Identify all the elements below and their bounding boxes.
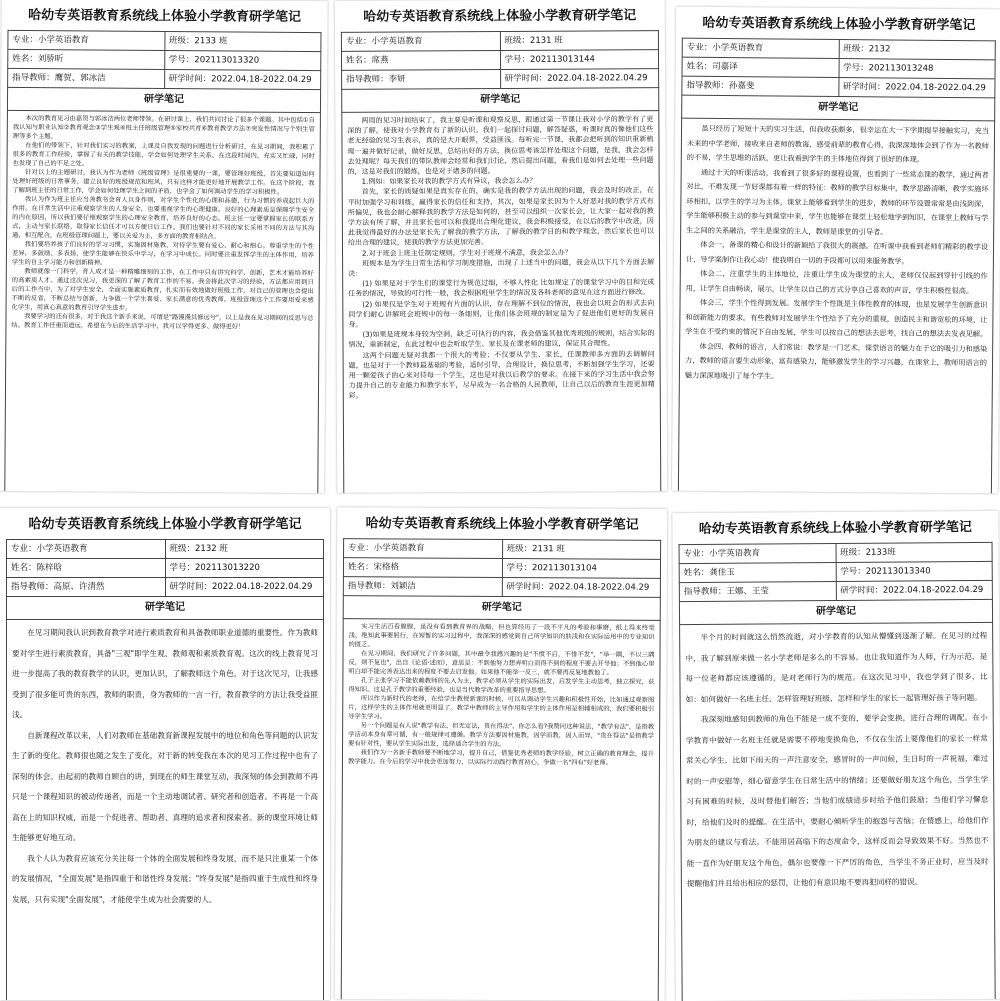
name-cell: 姓名：龚佳玉 (679, 563, 836, 583)
sheet-title: 哈幼专英语教育系统线上体验小学教育研学笔记 (698, 520, 972, 537)
class-cell: 班级：2133班 (836, 542, 993, 562)
note-sheet (672, 7, 1000, 494)
teacher-cell: 指导教师：王娜、王莹 (679, 582, 836, 602)
info-table (679, 542, 993, 602)
note-sheet (672, 511, 1000, 1001)
sheet-title: 哈幼专英语教育系统线上体验小学教育研学笔记 (702, 15, 976, 34)
note-paragraph: 针对以上的主题研讨，我认为作为老师《班级管理》是很重要的一课，要管理好班级，首先要知道如何处理好班级的日常事务，建立良好的班级规范和班风，只有这样才能更好地开展教学工作。在这个阶段，我了解到班主任的日常工作，学会如何处理学生之间的矛盾，也学会了如何调动学生的学习积极性。 (12, 169, 315, 196)
note-body (6, 620, 324, 1000)
note-paragraph: 1.例如：如果家长对我的教学方式有异议，我会怎么办？ (361, 177, 537, 186)
info-table (343, 538, 661, 598)
note-paragraph: 我认为作为班主任应当善教书会育人以身作则，对学生个性化的心理和品德，行为习惯的养成起巨大的作用。在日常生活中注重观察学生的人身安全，也要重视学生的心理健康。良好的心理素质是保障学生安全的内在原因，所以我们要仔细观察学生的心理安全教育，培养良好的心态。班主任一定要掌握家长的联系方式，主动与家长联络，取得家长信任才可以方便日后工作。我们也要针对不同的家长采用不同的方法与其沟通，相互配合，在班级管理问题上，要以关爱为主，多方面的教育相结合。 (12, 196, 315, 241)
note-paragraph: 教师就像一门科学，育人成才是一种精雕细刻的工作，在工作中只有讲究科学、创新，艺术才能培养好的高素质人才。通过这次见习，我更深的了解了教育工作的不易。我会将此次学习的经验，方法都应用到日后的工作当中，为了对学生安全，全面实施素质教育，扎实而有效地做好班级工作，对自己的管理也会提出不断的反省，不断总结与创新，力争做一个学生喜爱、家长满意的优秀教师。班级管理这个工作要用爱来感化学生，用真心真意的教育引导学生进步。 (11, 268, 314, 312)
class-cell: 班级：2133 班 (164, 32, 321, 52)
note-paragraph: 2.对于班会上班主任制定规则，学生对于班规不满意，我会怎么办？ (362, 248, 572, 258)
note-body (677, 119, 995, 494)
name-cell: 姓名：席燕 (341, 51, 500, 71)
sheet-title: 哈幼专英语教育系统线上体验小学教育研学笔记 (365, 516, 639, 533)
note-paragraph: 虽只经历了短短十天的实习生活，但我收获颇多，很幸运在大一下学期提早接触实习，充当未来的中学老师，接收来自老师的教诲，感受前辈的教育心得，我深深地体会到了作为一名教师的不易，学生思维的活跃，更让我看到学生的主体地位得到了很好的体现。 (686, 123, 990, 164)
info-table (6, 539, 324, 597)
class-cell: 班级：2131 班 (500, 31, 659, 51)
note-sheet (335, 0, 668, 493)
note-paragraph: 体会四，教师的语言，人们常说：教学是一门艺术，课堂语言的魅力在于它的吸引力和感染力，教师的语言要生动形象，富有感染力，能够激发学生的学习兴趣，在课堂上，教师用语言的魅力深深地吸引了每个学生。 (684, 341, 988, 380)
note-paragraph: 体会二，注重学生的主体地位，注重让学生成为课堂的主人，老师仅仅起到穿针引线的作用，让学生自由畅谈，展示，让学生以自己的方式分享自己喜欢的声音，学生积极性很高。 (685, 268, 988, 295)
info-table (681, 38, 995, 99)
class-cell: 班级：2132 (839, 40, 996, 60)
note-paragraph: 我深刻地感知到教师的角色不能是一成不变的，要学会变换，进行合理的调配。在小学教育中做好一名班主任就是需要不停地变换角色，不仅在生活上要像他们的家长一样常常关心学生，比如下雨天的一声注意安全，感冒时的一声问候，生日时的一声祝福，难过时的一声安慰等，细心留意学生在日常生活中的情绪；还要做好朋友这个角色，当学生学习有困难的时候，及时替他们解答；当他们成绩进步时给予他们鼓励；当他们学习懈怠时，给他们及时的提醒。在生活中，要耐心倾听学生的抱怨与苦恼；在情感上，给他们作为朋友的建议与看法。不能用居高临下的态度命令，这样反而会导致效果不好。当然也不能一直作为好朋友这个角色，偶尔也要像一下严厉的角色，当学生不务正业时，应当及时提醒他们并且给出相应的惩罚，让他们有意识地不要再犯同样的错误。 (685, 712, 989, 889)
note-paragraph: 我们作为一名新手教师要不断地学习，提升自己，借鉴优秀老师的教学经验，树立正确的教育理念，提升教学能力。在今后的学习中我会更加努力，以实际行动践行教育初心，争做一名"四有"好老师。 (347, 749, 655, 767)
note-body (340, 619, 660, 1001)
note-paragraph: 在他们的带领下，针对我们实习的教案，上课及自我发现的问题进行分析研讨，在见习期间，我积累了很多的教育工作经验，掌握了有关的教学技能，学会如何处理学生关系。在这段时间内，充实又忙碌，同时也发现了自己的不足之处。 (12, 142, 315, 168)
teacher-cell: 指导教师：李妍 (342, 70, 501, 90)
note-paragraph: 首先，家长的质疑如果是真实存在的，确实是我的教学方法出现的问题，我会及时的改正，在平时加强学习和训练，赢得家长的信任和支持，其次，如果是家长因为个人好恶对我的教学方式有所偏见，我也会耐心解释我的教学方法是如何的，甚至可以组织一次家长会，让大家一起对我的教学方法有所了解，并且家长也可以和我提出合理化建议，我会积极接受，在以后的教学中改进，因此我觉得最好的办法是家长先了解我的教学方法，了解我的教学目的和教学理念，然后家长也可以给出合理的建议，使我的教学方法更加完善。 (347, 186, 654, 248)
section-heading: 研学笔记 (7, 88, 321, 113)
teacher-cell: 指导教师：孙嘉斐 (682, 76, 839, 96)
note-paragraph: 本次的教育见习由嘉贺与郭冰洁两位老师带领。在研讨课上，我们共同讨论了很多个课题。其中包括①自我认知与职业认知②教育观念③学生观④班主任班级管理⑤家校共育⑥教育教学方法⑦突发性情况与个别生管理等多个主题。 (12, 115, 315, 141)
note-paragraph: 这两个问题无疑对我都一个很大的考验；不仅要从学生、家长，任课教师多方面的去调解问题，也是对于一个教师最基础的考验，适时引导，合理设计，换位思考，不断加强学生学习，还要用一颗爱孩子的心来对待每一个学生，这也是对我以后教学的要求。在接下来的学习生活中我会努力提升自己的专业能力和教学水平，尽早成为一名合格的人民教师，让自己以后的教育生涯更加精彩。 (348, 349, 655, 401)
section-heading: 研学笔记 (679, 600, 993, 625)
major-cell: 专业：小学英语教育 (8, 30, 165, 50)
sheet-title: 哈幼专英语教育系统线上体验小学教育研学笔记 (363, 8, 637, 25)
note-paragraph: 我个人认为教育应该充分关注每一个体的全面发展和终身发展，而不是只注重某一个体的发展情况，"全面发展"是指四重于和谐性终身发展；"终身发展"是指四重于生成性和终身发展，只有实现"全面发展"，才能使学生成为社会需要的人。 (12, 853, 318, 904)
note-paragraph: 体会三，学生个性得到发展。发展学生个性既是主体性教育的体现，也是发展学生创新意识和创新能力的要求。有些教师对发展学生个性给予了充分的重视，创造民主和谐宽松的环境，让学生在不受约束的情况下自由发展，学生可以按自己的想法去思考，找自己的想法去发表见解。 (685, 297, 988, 339)
note-paragraph: 自新课程改革以来，人们对教师在基础教育新课程发展中的地位和角色等问题的认识发生了新的变化。教师很也随之发生了变化，对于新的转变我在本次的见习工作过程中也有了深刻的体会。由起初的教师自顾自的讲，到现在的师生课堂互动，我深刻的体会到教师不再只是一个课程知识的被动传递者，而是一个主动地调试者、研究者和创造者。不再是一个高高在上的知识权威，而是一个促进者、帮助者、真理的追求者和探索者。新的课堂环境让师生能够更好地互动。 (12, 730, 318, 842)
sheet-title: 哈幼专英语教育系统线上体验小学教育研学笔记 (28, 517, 302, 532)
time-cell: 研学时间：2022.04.18-2022.04.29 (500, 69, 659, 89)
note-paragraph: 所以作为新时代的老师，在给学生教授新课的时候，可以从调动学生兴趣和积极性开始，比如通过观察图片，这样学生的主体作用就更明显了。教学中教师的主导作用和学生的主体作用是相辅相成的，我们要积极引导学生学习。 (348, 695, 655, 721)
note-paragraph: (2) 如果仅是学生对于班规有片面的认识，存在理解不到位的情况，我也会以班会的形式去向同学们耐心讲解班会班规中的每一条细则，让他们体会班规的制定是为了促进他们更好的发展自身。 (348, 298, 655, 329)
info-table (7, 30, 321, 90)
section-heading: 研学笔记 (343, 596, 661, 621)
name-cell: 姓名：司嘉译 (682, 57, 839, 77)
major-cell: 专业：小学英语教育 (341, 32, 500, 52)
major-cell: 专业：小学英语教育 (344, 539, 503, 559)
note-paragraph: 班规本是为学生日常生活和学习制度措施，出现了上述当中的问题，我会从以下几个方面去解决： (348, 258, 655, 278)
note-sheet (0, 508, 330, 1000)
teacher-cell: 指导教师：刘颖洁 (343, 577, 502, 597)
note-body (341, 111, 661, 493)
note-body (679, 623, 996, 1001)
section-heading: 研学笔记 (6, 597, 324, 620)
note-paragraph: 通过十天的听课活动，我看到了很多好的课程设置，也看到了一些常态课的教学，通过两者对比，不难发现一节好课都有着一样的特征：教师的教学目标集中，教学思路清晰，教学实施环环相扣，以学生的学习为主体，课堂上能够看到学生的进步，教师的环节设置常常是由浅到深，学生能够积极主动的参与到课堂中来，学生也能够在课堂上轻松地学到知识，在课堂上教师与学生之间的关系融洽，学生是课堂的主人，教师是课堂的引导者。 (686, 167, 989, 236)
student-id-cell: 学号：202113013104 (502, 559, 661, 579)
sheet-title: 哈幼专英语教育系统线上体验小学教育研学笔记 (28, 8, 302, 25)
teacher-cell: 指导教师：鹰贺、郭冰洁 (8, 68, 165, 88)
note-paragraph: 我要学习的还有很多，对于我这个新手来说，可谓是"路漫漫其修远兮"，以上是我在见习期间的反思与总结。教育工作任重而道远，希望在今后的生活学习中，我可以学得更多、做得更好！ (11, 313, 314, 331)
major-cell: 专业：小学英语教育 (682, 38, 839, 58)
section-heading: 研学笔记 (681, 96, 995, 122)
note-paragraph: 在见习期间我认识到教育教学对进行素质教育和具备教师职业道德的重要性。作为教师要对学生进行素质教育，具备"三观"即学生观、教师观和素质教育观。这次的线上教育见习进一步提高了我的教育教学的认识，更加认识，了解教师这个角色，对于这次见习，让我感受到了很多能可贵的东西，教师的职责，身为教师的一言一行，教育教学的方法让我受益匪浅。 (12, 628, 318, 719)
student-id-cell: 学号：202113013248 (839, 59, 996, 79)
student-id-cell: 学号：202113013220 (165, 559, 324, 578)
time-cell: 研学时间：2022.04.18-2022.04.29 (164, 70, 321, 90)
class-cell: 班级：2132 班 (165, 540, 324, 559)
note-paragraph: 实习生活百看腺腺，虽没有看到教育界的战略，但也算经历了一段不平凡的考验和事磨，纸上得来终觉浅，绝知此事要躬行，在短暂的实习过程中，我深深的感觉到自己所学知识的肤浅和在实际运用中的专业知识的匮乏。 (348, 623, 655, 649)
time-cell: 研学时间：2022.04.18-2022.04.29 (836, 580, 993, 600)
major-cell: 专业：小学英语教育 (679, 544, 836, 564)
info-table (341, 30, 659, 90)
note-paragraph: 在见习期间，我们研究了许多问题，其中最令我感兴趣的是"不愤不启，不悱不发"，"举一隅，不以三隅反，则不复也"，出自《论语·述而》，意思是：不到他努力想弄明白而得不到的程度不要去开导他；不到他心里明白却不能完善表达出来的程度不要去启发他。如果他不能举一反三，就不要再反复地教他了。 (348, 650, 655, 677)
time-cell: 研学时间：2022.04.18-2022.04.29 (502, 578, 661, 598)
class-cell: 班级：2131 班 (502, 540, 661, 560)
time-cell: 研学时间：2022.04.18-2022.04.29 (838, 78, 995, 98)
major-cell: 专业：小学英语教育 (7, 540, 166, 559)
time-cell: 研学时间：2022.04.18-2022.04.29 (165, 578, 324, 597)
student-id-cell: 学号：202113013144 (500, 50, 659, 70)
note-paragraph: (1) 如果是对于学生们的课堂行为规范过细，不够人性化 比如规定了的课堂学习中的目和完成任务的情况，导致的可行性一般，我会根据班里学生的情况及各科老师的意见在这方面进行修改。 (348, 278, 655, 299)
teacher-cell: 指导教师：高原、许清然 (7, 578, 166, 597)
student-id-cell: 学号：202113013340 (836, 561, 993, 581)
name-cell: 姓名：陈梓晗 (7, 559, 166, 578)
note-sheet (0, 0, 328, 493)
name-cell: 姓名：宋格格 (343, 558, 502, 578)
note-body (4, 111, 321, 493)
student-id-cell: 学号：202113013320 (164, 51, 321, 71)
note-paragraph: 半个月的时间就这么悄然流逝，对小学教育的认知从懵懂到逐渐了解。在见习的过程中，我了解到原来做一名小学老师是多么的不容易。也让我知道作为人师，行为示范，是每一位老师都应该遵循的，是对老师行为的规范。在这次见习中，我也学到了很多，比如：如何做好一名班主任、怎样管理好班级、怎样和学生的家长一起管理好孩子等问题。 (685, 630, 988, 704)
note-paragraph: 另一个问题是有人说"教学有法、但无定法，贵在得法"，你怎么看?我赞同这种说法，"教学有法"，是指教学活动本身有章可循，有一般规律可遵循。教学方法要因材施教，因学而教，因人而异，"贵在得法"是指教学要有针对性，要从学生实际出发，选择适合学生的方法。 (348, 722, 655, 749)
note-sheet (335, 507, 668, 1001)
note-paragraph: 体会一，备课的精心和设计的新颖给了我很大的震撼。在听课中我看到老师们精彩的教学设计，导学案制作让我心动！使我明白一切的手段都可以用来服务教学。 (685, 239, 989, 266)
note-paragraph: 两周的见习时间结束了，我主要是听课和观察反思，跟通过第一节课让我对小学的教学有了更深的了解，使我对小学教育有了新的认识。我们一起探讨问题，解答疑惑，听课时真的像他们这些老无经验的见习生表示，真的是大开眼界，受益匪浅。每听完一节课，我都会把听到的知识重新梳理一遍并做好记录，做好反思，总结出好的方法，换位思考该怎样处理这个问题，是我，我会怎样去处理呢？每天我们的带队教师会经常和我们讨论，然后提出问题，看我们是如何去处理一些问题的，这是对我们的锻炼，也是对于诸多的问题。 (347, 115, 654, 176)
note-paragraph: 孔子主张学习不能依赖教师的先入为主，教学必须从学生的实际出发，启发学生主动思考，独立探究，获得知识。这是孔子教学的重要经验，也是当代教学改革的重要指导思想。 (348, 677, 655, 695)
section-heading: 研学笔记 (341, 88, 659, 113)
name-cell: 姓名：刘骄昕 (8, 49, 165, 69)
note-paragraph: 我们要培养孩子们良好的学习习惯，实施因材施教，对待学生要有爱心、耐心和细心。尊重学生的个性差异，多鼓励、多表扬，使学生能够在快乐中学习，在学习中成长。同时要注重发挥学生的主体作用，培养学生的自主学习能力和创新精神。 (11, 241, 315, 267)
note-paragraph: (3)如果是班规本身较为空洞，缺乏可执行的内容，我会借鉴其他优秀班级的规则，结合实际的情况，重新制定，在此过程中也会听取学生、家长及在课老师的建议，保证其合理性。 (348, 329, 655, 350)
